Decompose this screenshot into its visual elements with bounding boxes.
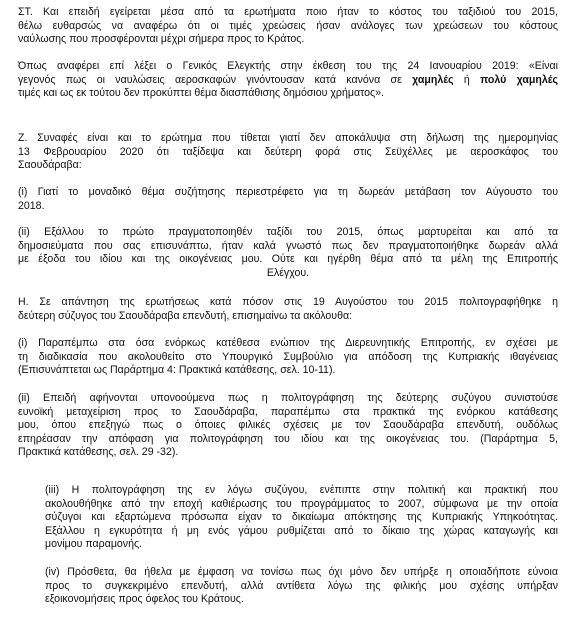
text-line: 13 Φεβρουαρίου 2020 ότι ταξίδεψα και δεύτερη φορά στις Σεϋχέλλες με αεροσκάφος του <box>18 145 558 158</box>
text-fragment: ή <box>453 73 481 86</box>
text-fragment: γεγονός πως οι ναυλώσεις αεροσκαφών γινόντουσαν κατά κανόνα σε <box>18 73 413 86</box>
paragraph-h-i <box>18 337 558 378</box>
text-line: (i) Παραπέμπω στα όσα ενόρκως κατέθεσα ενώπιον της Διερευνητικής Επιτροπής, εν σχέσει με <box>18 337 558 349</box>
text-line: Ζ. Συναφές είναι και το ερώτημα που τίθεται γιατί δεν αποκάλυψα στη δήλωση της ημερομηνίας <box>18 132 558 144</box>
text-line-with-emphasis <box>18 74 558 88</box>
text-line: Η. Σε απάντηση της ερωτήσεως κατά πόσον στις 19 Αυγούστου του 2015 πολιτογραφήθηκε η <box>18 296 558 308</box>
text-line: Πρακτικά κατάθεσης, σελ. 29 -32). <box>18 446 179 458</box>
text-line: δεύτερη σύζυγος του Σαουδάραβα επενδυτή, επισημαίνω τα ακόλουθα: <box>18 309 353 322</box>
text-line: (Επισυνάπτεται ως Παράρτημα 4: Πρακτικά κατάθεσης, σελ. 10-11). <box>18 364 336 376</box>
text-line: (iv) Πρόσθετα, θα ήθελα με έμφαση να τονίσω πως όχι μόνο δεν υπήρξε η οποιαδήποτε εύνοια <box>45 566 558 578</box>
paragraph-h-ii <box>18 392 558 460</box>
paragraph-z <box>18 132 558 173</box>
text-line: δημοσιεύματα που σας επισυνάπτω, ήταν καλά γνωστό πως δεν πραγματοποιήθηκε δωρεάν αλλά <box>18 239 558 252</box>
text-line: ευνοϊκή μεταχείριση προς το Σαουδάραβα, παραπέμπω στα πρακτικά της ενόρκου κατάθεσης <box>18 405 558 418</box>
text-line: επηρέασαν την απόφαση για πολιτογράφηση του ιδίου και της οικογένειας του. (Παράρτημα 5, <box>18 432 558 445</box>
text-line: (i) Γιατί το μοναδικό θέμα συζήτησης περιεστρέφετο για τη δωρεάν μετάβαση τον Αύγουστο του <box>18 186 558 198</box>
paragraph-h <box>18 296 558 323</box>
text-line: (iii) Η πολιτογράφηση της εν λόγω συζύγου, ενέπιπτε στην πολιτική και πρακτική που <box>45 484 558 496</box>
text-line: τη διαδικασία που ακολουθείτο στο Υπουργικό Συμβούλιο για απόδοση της Κυπριακής ιθαγένειας <box>18 350 558 363</box>
text-line: Σαουδάραβα: <box>18 159 82 171</box>
paragraph-z-ii <box>18 226 558 280</box>
bold-text-very-low: πολύ χαμηλές <box>480 73 558 86</box>
text-line: μου, όπου επεξηγώ πως ο όποιες φιλικές σχέσεις με τον Σαουδάραβα επενδυτή, ουδόλως <box>18 419 558 431</box>
bold-text-low: χαμηλές <box>412 73 454 86</box>
text-line: με έξοδα του ιδίου και της οικογένειας μου. Ούτε και ηγέρθη θέμα από τα μέλη της Επιτροπής <box>18 253 558 265</box>
paragraph-h-iii <box>45 484 558 552</box>
text-line: προς το συγκεκριμένο επενδυτή, αλλά αντίθετα λόγω της φιλικής μου σχέσης υπήρξαν <box>45 579 558 592</box>
text-line: (ii) Εξάλλου το πρώτο πραγματοποιηθέν ταξίδι του 2015, όπως μαρτυρείται και από τα <box>18 226 558 238</box>
text-line: Ελέγχου. <box>266 266 310 279</box>
text-line: Εξάλλου η εγκυρότητα ή μη ενός γάμου ρυθμίζεται από το δίκαιο της χώρας καταγωγής και <box>45 524 558 537</box>
text-line: εξοικονομήσεις προς όφελος του Κράτους. <box>45 593 244 605</box>
text-line: 2018. <box>18 199 45 212</box>
text-line: (ii) Επειδή αφήνονται υπονοούμενα πως η πολιτογράφηση της δεύτερης συζύγου συνιστούσε <box>18 392 558 404</box>
text-line: τιμές και ως εκ τούτου δεν προκύπτει θέμα διασπάθισης δημόσιου χρήματος». <box>18 87 384 99</box>
paragraph-z-i <box>18 186 558 213</box>
text-line: ναύλωσης που προσφέρονται μέχρι σήμερα προς το Κράτος. <box>18 33 305 45</box>
text-line: σύζυγοι και εξαρτώμενα πρόσωπα είχαν το δικαίωμα απόκτησης της Κυπριακής Υπηκοότητας. <box>45 511 558 523</box>
text-line: μονίμου παραμονής. <box>45 538 143 550</box>
paragraph-h-iv <box>45 566 558 607</box>
text-line: θέλω ευθαρσώς να αναφέρω ότι οι τιμές χρεώσεις ήσαν ανάλογες των χρεώσεων του κόστους <box>18 19 558 32</box>
text-line: Όπως αναφέρει επί λέξει ο Γενικός Ελεγκτής στην έκθεση του της 24 Ιανουαρίου 2019: «Είναι <box>18 60 558 72</box>
text-line: ακολουθήθηκε από την εποχή καθιέρωσης του προγράμματος το 2007, σύμφωνα με την οποία <box>45 497 558 510</box>
paragraph-st <box>18 6 558 47</box>
paragraph-auditor-quote <box>18 60 558 101</box>
text-line: ΣΤ. Και επειδή εγείρεται μέσα από τα ερωτήματα ποιο ήταν το κόστος του ταξιδιού του 2015, <box>18 6 558 18</box>
